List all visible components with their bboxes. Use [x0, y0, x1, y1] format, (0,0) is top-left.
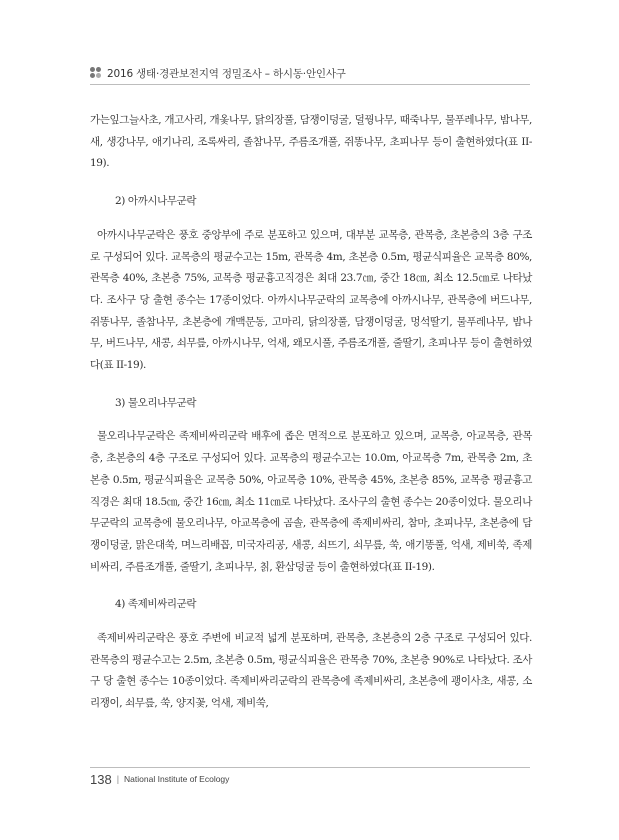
main-content — [90, 110, 532, 715]
running-header-title: 2016 생태·경관보전지역 정밀조사 – 하시동·안인사구 — [107, 67, 346, 80]
section-text-amorpha: 족제비싸리군락은 풍호 주변에 비교적 넓게 분포하며, 관목층, 초본층의 2층 구조로 구성되어 있다. 관목층의 평균수고는 2.5m, 초본층 0.5m, 평균식피율은 관목층 70%, 초본층 90%로 나타났다. 조사구 당 출현 종수는 10종이었다. 족제비싸리군락의 관목층에 족제비싸리, 초본층에 괭이사초, 새콩, 소리쟁이, 쇠무릎, 쑥, 양지꽃, 억새, 제비쑥, — [90, 632, 532, 710]
section-heading-amorpha: 4) 족제비싸리군락 — [115, 598, 197, 611]
section-heading-acacia: 2) 아까시나무군락 — [115, 195, 197, 208]
institution-name: National Institute of Ecology — [124, 774, 230, 784]
page-header — [90, 64, 530, 82]
intro-paragraph: 가는잎그늘사초, 개고사리, 개옻나무, 닭의장풀, 담쟁이덩굴, 덜꿩나무, 때죽나무, 물푸레나무, 밤나무, 새, 생강나무, 애기나리, 조록싸리, 졸참나무, 주름조개풀, 쥐똥나무, 초피나무 등이 출현하였다(표 II-19). — [90, 114, 532, 170]
page-footer — [90, 771, 229, 787]
footer-divider — [90, 767, 530, 768]
section-heading-alder: 3) 물오리나무군락 — [115, 396, 197, 409]
page-number: 138 — [90, 771, 112, 787]
header-divider — [90, 84, 530, 85]
bullet-dots-icon — [90, 67, 102, 79]
section-text-alder: 물오리나무군락은 족제비싸리군락 배후에 좁은 면적으로 분포하고 있으며, 교목층, 아교목층, 관목층, 초본층의 4층 구조로 구성되어 있다. 교목층의 평균수고는 10.0m, 아교목층 7m, 관목층 2m, 초본층 0.5m, 평균식피율은 교목층 50%, 아교목층 10%, 관목층 45%, 초본층 85%, 교목층 평균흉고직경은 최대 18.5㎝, 중간 16㎝, 최소 11㎝로 나타났다. 조사구의 출현 종수는 20종이었다. 물오리나무군락의 교목층에 물오리나무, 아교목층에 곰솔, 관목층에 족제비싸리, 참마, 초피나무, 초본층에 담쟁이덩굴, 맑은대쑥, 며느리배꼽, 미국자리공, 새콩, 쇠뜨기, 쇠무릎, 쑥, 애기똥풀, 억새, 제비쑥, 족제비싸리, 주름조개풀, 줄딸기, 초피나무, 칡, 환삼덩굴 등이 출현하였다(표 II-19). — [90, 430, 532, 573]
section-text-acacia: 아까시나무군락은 풍호 중앙부에 주로 분포하고 있으며, 대부분 교목층, 관목층, 초본층의 3층 구조로 구성되어 있다. 교목층의 평균수고는 15m, 관목층 4m, 초본층 0.5m, 평균식피율은 교목층 80%, 관목층 40%, 초본층 75%, 교목층 평균흉고직경은 최대 23.7㎝, 중간 18㎝, 최소 12.5㎝로 나타났다. 조사구 당 출현 종수는 17종이었다. 아까시나무군락의 교목층에 아까시나무, 관목층에 버드나무, 쥐똥나무, 졸참나무, 초본층에 개맥문동, 고마리, 닭의장풀, 담쟁이덩굴, 멍석딸기, 물푸레나무, 밤나무, 버드나무, 새콩, 쇠무릎, 아까시나무, 억새, 왜모시풀, 주름조개풀, 줄딸기, 초피나무 등이 출현하였다(표 II-19). — [90, 228, 532, 372]
footer-separator: | — [116, 774, 120, 784]
